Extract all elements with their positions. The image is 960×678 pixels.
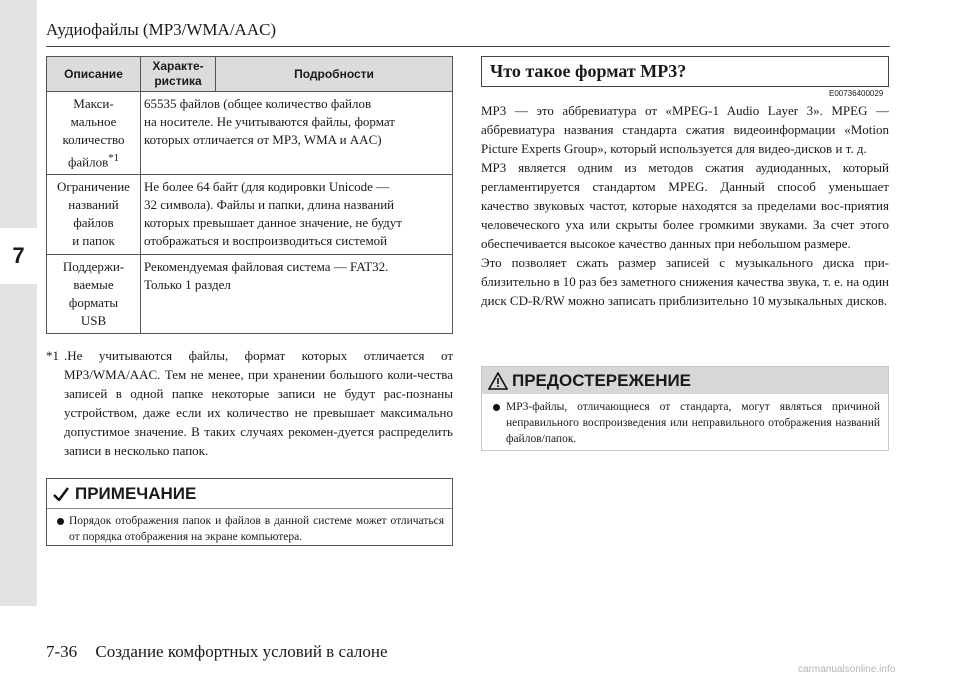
spec-table	[46, 56, 453, 334]
caution-box	[481, 366, 889, 451]
paragraph: MP3 — это аббревиатура от «MPEG-1 Audio Layer 3». MPEG — аббревиатура названия стандарта сжатия видеоинформации «Motion Picture Experts Group», который используется для видео-дисков и т. д.	[481, 103, 889, 156]
footnote	[46, 346, 453, 460]
section-code: E00736400029	[829, 89, 884, 98]
watermark: carmanualsonline.info	[798, 664, 896, 675]
page-number: 7-36	[46, 642, 78, 661]
footnote-ref: *1	[108, 152, 120, 164]
footnote-mark: *1	[46, 348, 59, 363]
table-cell-description: Поддержи- ваемые форматы USB	[47, 255, 141, 334]
table-row	[47, 175, 453, 255]
page-footer	[46, 642, 388, 662]
section-heading: Что такое формат MP3?	[481, 56, 889, 87]
bullet-icon	[57, 518, 64, 525]
note-header	[47, 479, 452, 509]
caution-title: ПРЕДОСТЕРЕЖЕНИЕ	[512, 370, 692, 390]
table-header-row	[47, 57, 453, 92]
table-row	[47, 255, 453, 334]
caution-text: MP3-файлы, отличающиеся от стандарта, могут являться причиной неправильного воспроизведения или неправильного отображения названий файлов/папок.	[506, 401, 880, 445]
chapter-sidebar	[0, 0, 37, 606]
table-header-details: Подробности	[216, 57, 453, 92]
table-header-description: Описание	[47, 57, 141, 92]
table-row	[47, 92, 453, 175]
bullet-icon	[493, 404, 500, 411]
paragraph: MP3 является одним из методов сжатия аудиоданных, который регламентируется стандартом MPEG. Данный способ уменьшает качество звуковых частот, которые находятся за пределами вос-приятия человеческого уха или скрыты более громкими звуками. За счет этого обеспечивается высокое качество данных при небольшом размере.	[481, 160, 889, 251]
table-cell-description: Ограничение названий файлов и папок	[47, 175, 141, 255]
chapter-title: Создание комфортных условий в салоне	[95, 642, 388, 661]
page-header-title: Аудиофайлы (MP3/WMA/AAC)	[46, 20, 277, 39]
table-cell-details: Не более 64 байт (для кодировки Unicode — 32 символа). Файлы и папки, длина названий которых превышает данное значение, не будут отображаться и воспроизводиться системой	[141, 175, 453, 255]
caution-header	[482, 367, 888, 394]
table-header-characteristic: Характе- ристика	[141, 57, 216, 92]
note-box	[46, 478, 453, 546]
table-cell-details: 65535 файлов (общее количество файлов на носителе. Не учитываются файлы, формат которых отличается от MP3, WMA и AAC)	[141, 92, 453, 175]
paragraph: Это позволяет сжать размер записей с музыкального диска при-близительно в 10 раз без заметного снижения качества звука, т. е. на один диск CD-R/RW можно записать приблизительно 10 музыкальных дисков.	[481, 255, 889, 308]
warning-triangle-icon	[488, 372, 508, 390]
chapter-number-tab: 7	[0, 228, 37, 284]
header-divider	[46, 46, 890, 47]
footnote-text: .Не учитываются файлы, формат которых отличается от MP3/WMA/AAC. Тем не менее, при хранении большого коли-чества записей в одной папке некоторые записи не будут рас-познаны устройством, даже если их количество не превышает максимально допустимое значение. В таких случаях рекомен-дуется распределить записи в несколько папок.	[64, 348, 453, 458]
table-cell-details: Рекомендуемая файловая система — FAT32. Только 1 раздел	[141, 255, 453, 334]
table-cell-description: Макси- мальное количество файлов$^{*1}$	[47, 92, 141, 175]
section-body	[481, 101, 889, 310]
caution-body	[482, 394, 888, 447]
note-text: Порядок отображения папок и файлов в данной системе может отличаться от порядка отображения на экране компьютера.	[69, 515, 444, 543]
note-title: ПРИМЕЧАНИЕ	[75, 483, 197, 503]
checkmark-icon	[53, 487, 69, 501]
note-body	[47, 509, 452, 545]
